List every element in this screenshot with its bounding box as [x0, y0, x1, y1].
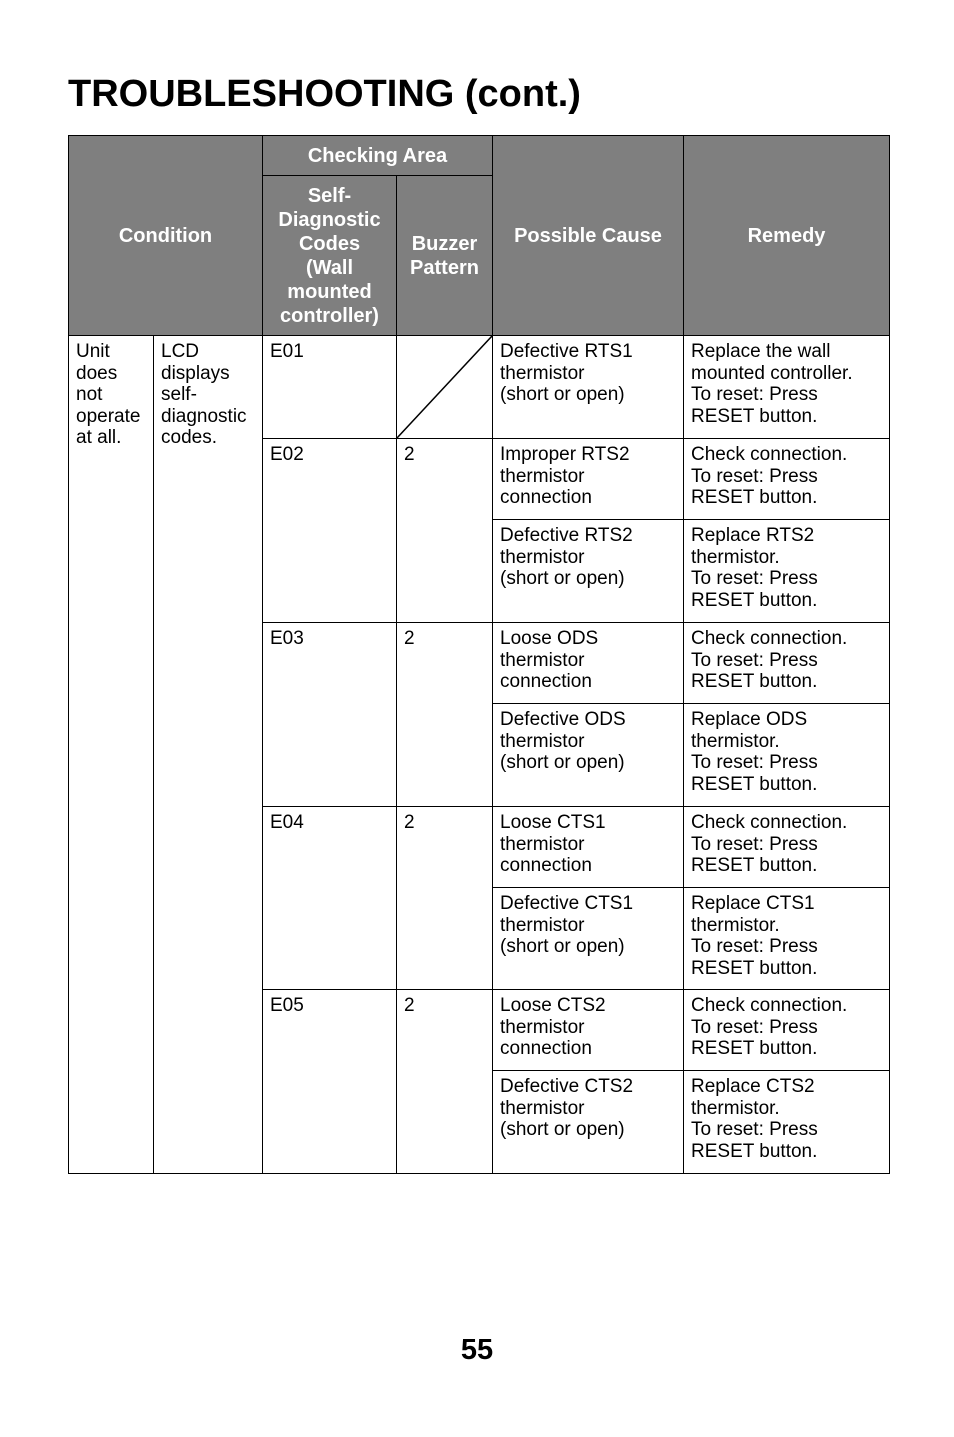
remedy-cell: Check connection. To reset: Press RESET button.	[684, 623, 890, 704]
troubleshooting-table	[68, 135, 890, 1174]
buzzer-cell: 2	[397, 807, 493, 990]
remedy-cell: Check connection. To reset: Press RESET button.	[684, 807, 890, 888]
remedy-cell: Replace CTS1 thermistor. To reset: Press RESET button.	[684, 888, 890, 990]
header-buzzer-pattern: Buzzer Pattern	[397, 176, 493, 336]
buzzer-cell-empty	[397, 336, 493, 439]
code-cell: E01	[263, 336, 397, 439]
remedy-cell: Check connection. To reset: Press RESET button.	[684, 439, 890, 520]
remedy-cell: Check connection. To reset: Press RESET button.	[684, 990, 890, 1071]
cause-cell: Defective CTS1 thermistor (short or open)	[493, 888, 684, 990]
remedy-cell: Replace RTS2 thermistor. To reset: Press RESET button.	[684, 520, 890, 623]
diagonal-slash	[397, 336, 492, 438]
table-row	[69, 336, 890, 439]
cause-cell: Loose ODS thermistor connection	[493, 623, 684, 704]
page-title: TROUBLESHOOTING (cont.)	[68, 73, 581, 115]
code-cell: E03	[263, 623, 397, 807]
buzzer-cell: 2	[397, 623, 493, 807]
cause-cell: Defective RTS2 thermistor (short or open)	[493, 520, 684, 623]
cause-cell: Defective CTS2 thermistor (short or open)	[493, 1071, 684, 1174]
cause-cell: Loose CTS2 thermistor connection	[493, 990, 684, 1071]
remedy-cell: Replace CTS2 thermistor. To reset: Press RESET button.	[684, 1071, 890, 1174]
condition-detail-cell: LCD displays self- diagnostic codes.	[154, 336, 263, 1174]
remedy-cell: Replace ODS thermistor. To reset: Press RESET button.	[684, 704, 890, 807]
code-cell: E05	[263, 990, 397, 1174]
remedy-cell: Replace the wall mounted controller. To reset: Press RESET button.	[684, 336, 890, 439]
header-checking-area: Checking Area	[263, 136, 493, 176]
page-number: 55	[460, 1334, 494, 1366]
header-self-diagnostic-codes: Self- Diagnostic Codes (Wall mounted controller)	[263, 176, 397, 336]
header-possible-cause: Possible Cause	[493, 136, 684, 336]
cause-cell: Improper RTS2 thermistor connection	[493, 439, 684, 520]
cause-cell: Loose CTS1 thermistor connection	[493, 807, 684, 888]
buzzer-cell: 2	[397, 990, 493, 1174]
header-remedy: Remedy	[684, 136, 890, 336]
cause-cell: Defective RTS1 thermistor (short or open)	[493, 336, 684, 439]
cause-cell: Defective ODS thermistor (short or open)	[493, 704, 684, 807]
condition-cell: Unit does not operate at all.	[69, 336, 154, 1174]
code-cell: E02	[263, 439, 397, 623]
header-condition: Condition	[69, 136, 263, 336]
buzzer-cell: 2	[397, 439, 493, 623]
code-cell: E04	[263, 807, 397, 990]
